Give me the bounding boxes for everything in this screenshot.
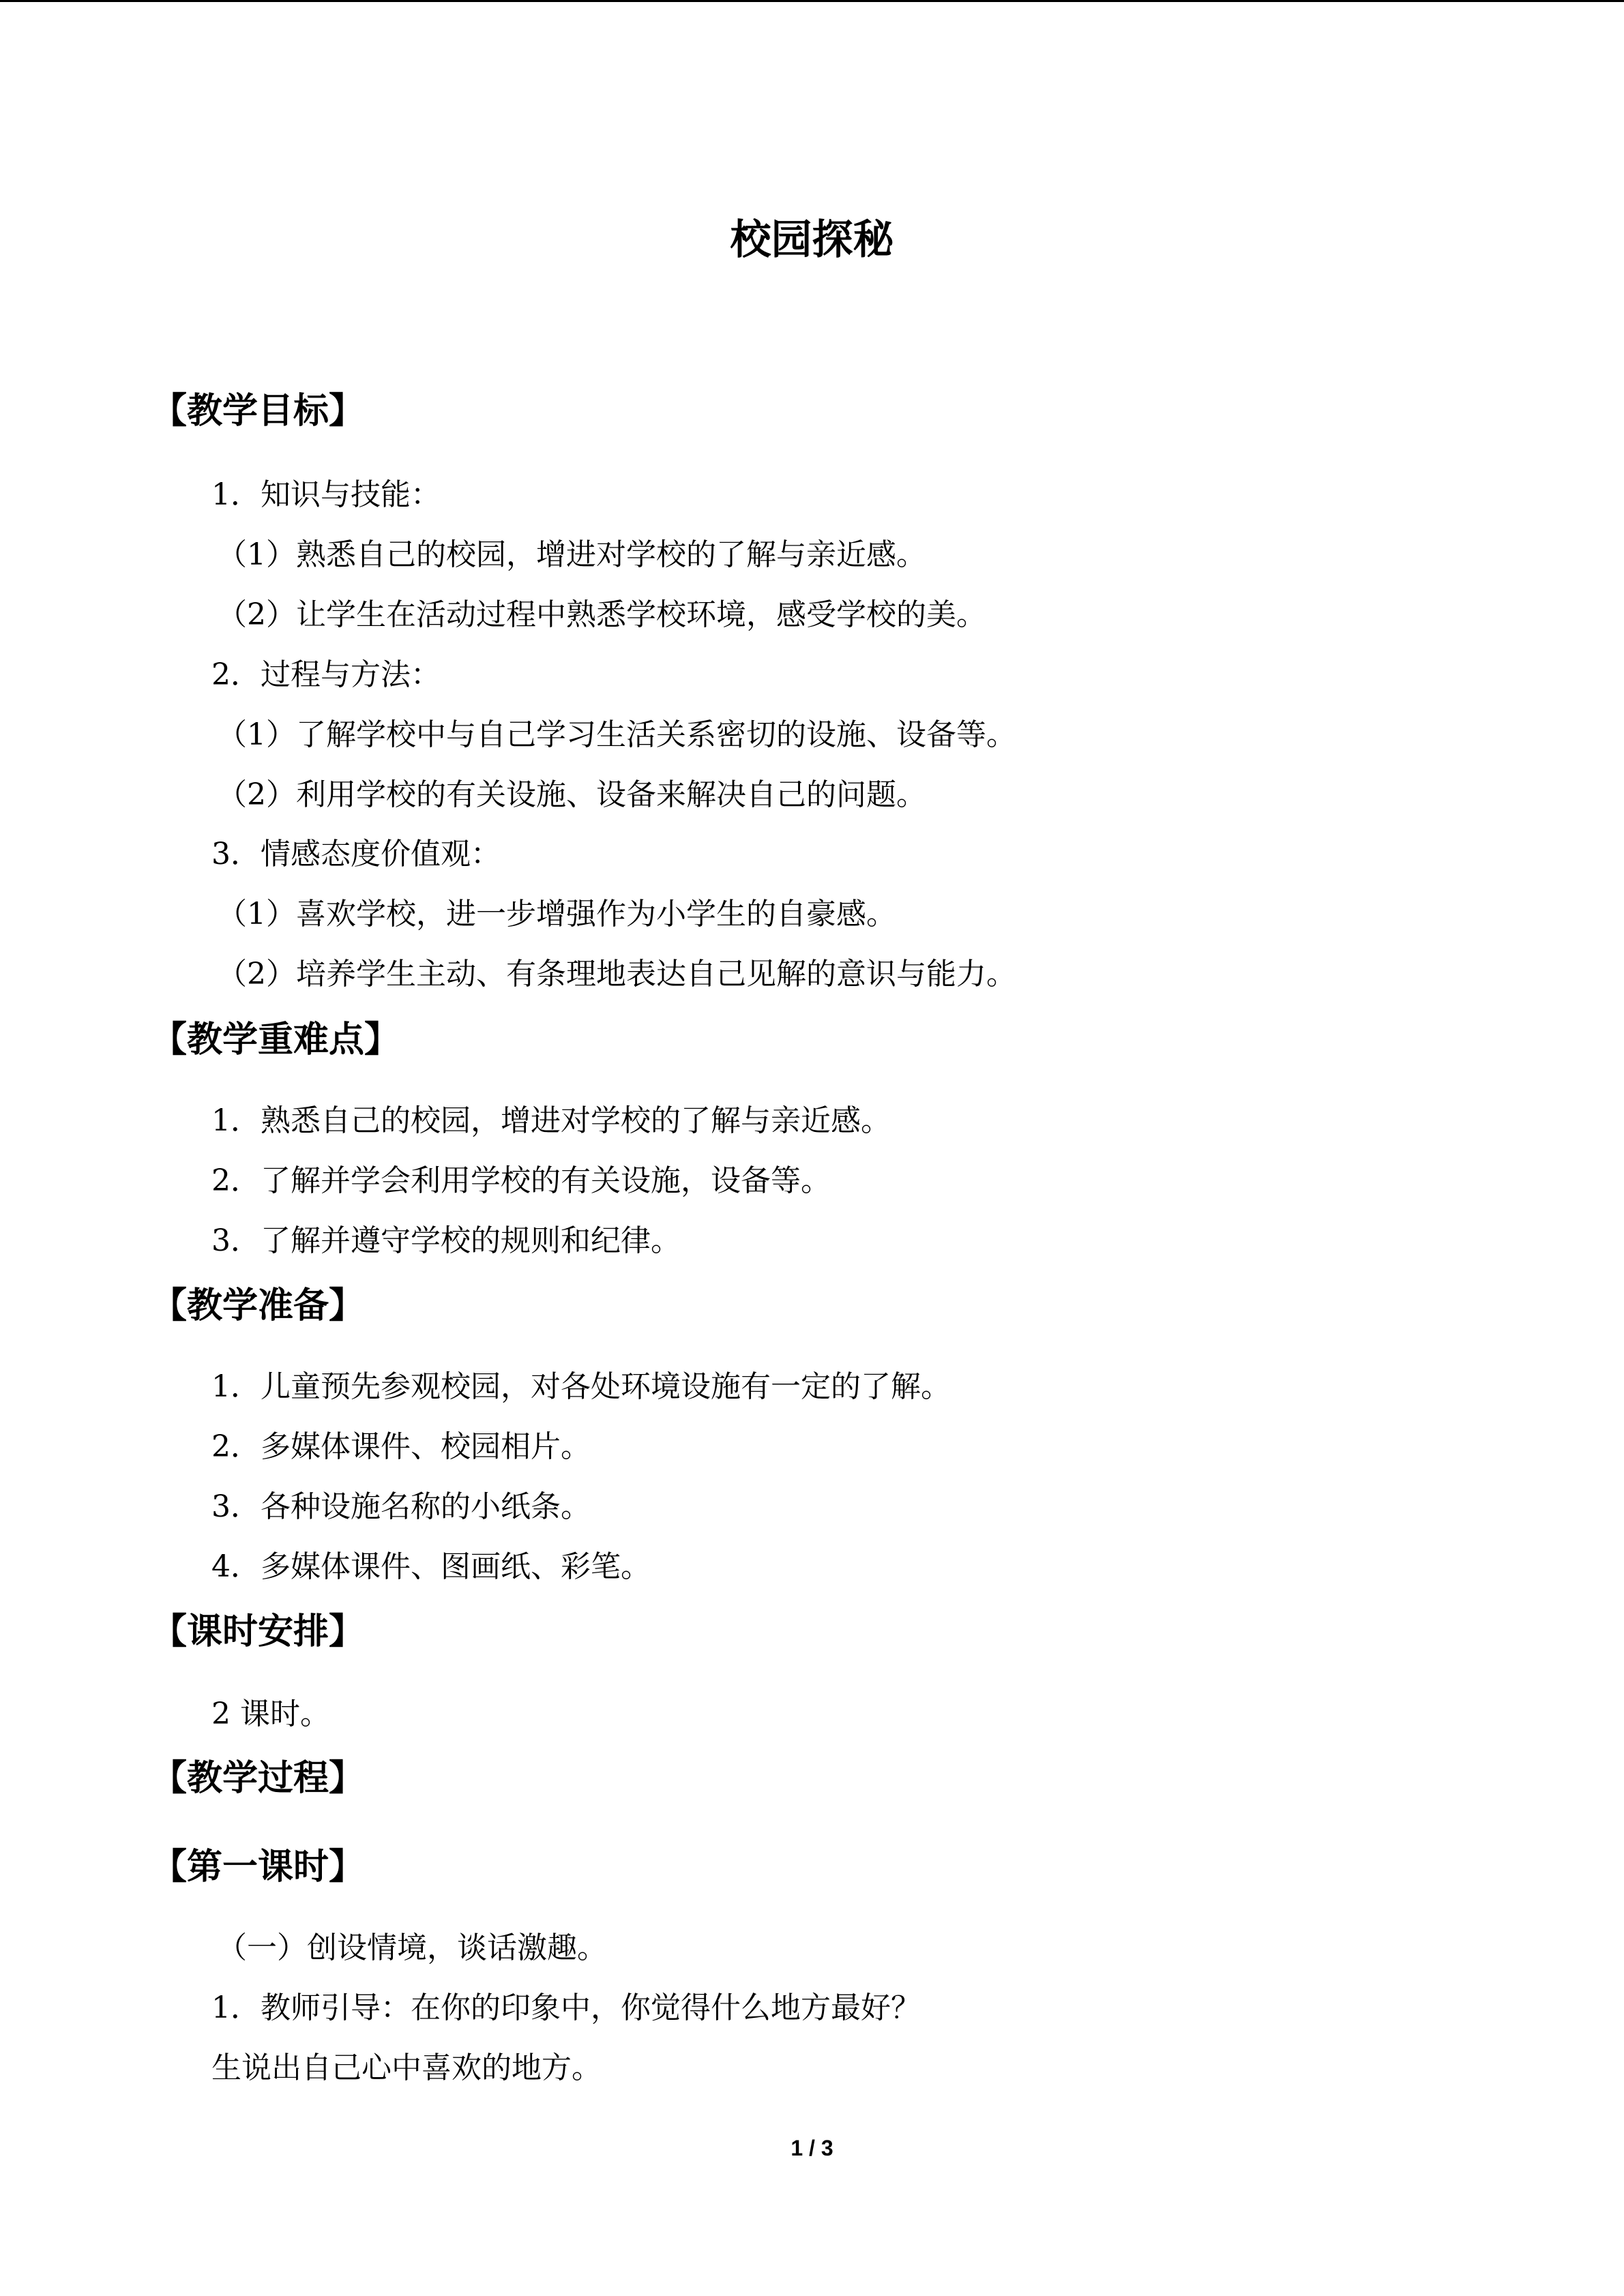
heading-key-points: 【教学重难点】 (151, 1019, 400, 1060)
document-title: 校园探秘 (730, 216, 894, 264)
goal-line: （1）喜欢学校，进一步增强作为小学生的自豪感。 (217, 897, 896, 931)
goal-line: 2．过程与方法： (211, 657, 441, 692)
goal-line: 3．情感态度价值观： (211, 837, 501, 871)
heading-teaching-process: 【教学过程】 (151, 1758, 365, 1799)
schedule-line: 2 课时。 (211, 1697, 330, 1731)
key-point-line: 1．熟悉自己的校园，增进对学校的了解与亲近感。 (211, 1103, 891, 1138)
preparation-line: 3．各种设施名称的小纸条。 (211, 1489, 591, 1524)
goal-line: （2）培养学生主动、有条理地表达自己见解的意识与能力。 (217, 957, 1016, 992)
lesson-line: 生说出自己心中喜欢的地方。 (211, 2051, 602, 2085)
goal-line: （1）了解学校中与自己学习生活关系密切的设施、设备等。 (217, 717, 1016, 752)
lesson-line: （一）创设情境，谈话激趣。 (217, 1930, 607, 1965)
preparation-line: 4．多媒体课件、图画纸、彩笔。 (211, 1549, 651, 1584)
lesson-line: 1．教师引导：在你的印象中，你觉得什么地方最好？ (211, 1991, 921, 2025)
key-point-line: 3．了解并遵守学校的规则和纪律。 (211, 1223, 681, 1258)
page-number: 1 / 3 (791, 2136, 833, 2160)
goal-line: （2）利用学校的有关设施、设备来解决自己的问题。 (217, 777, 926, 812)
preparation-line: 2．多媒体课件、校园相片。 (211, 1429, 591, 1464)
heading-preparation: 【教学准备】 (151, 1285, 365, 1326)
goal-line: （1）熟悉自己的校园，增进对学校的了解与亲近感。 (217, 537, 926, 572)
key-point-line: 2．了解并学会利用学校的有关设施，设备等。 (211, 1163, 831, 1198)
heading-lesson-one: 【第一课时】 (151, 1847, 365, 1888)
goal-line: （2）让学生在活动过程中熟悉学校环境，感受学校的美。 (217, 597, 986, 632)
page-top-border (0, 0, 1624, 2)
heading-schedule: 【课时安排】 (151, 1611, 365, 1652)
heading-teaching-goals: 【教学目标】 (151, 391, 365, 432)
preparation-line: 1．儿童预先参观校园，对各处环境设施有一定的了解。 (211, 1369, 951, 1404)
goal-line: 1．知识与技能： (211, 477, 441, 512)
